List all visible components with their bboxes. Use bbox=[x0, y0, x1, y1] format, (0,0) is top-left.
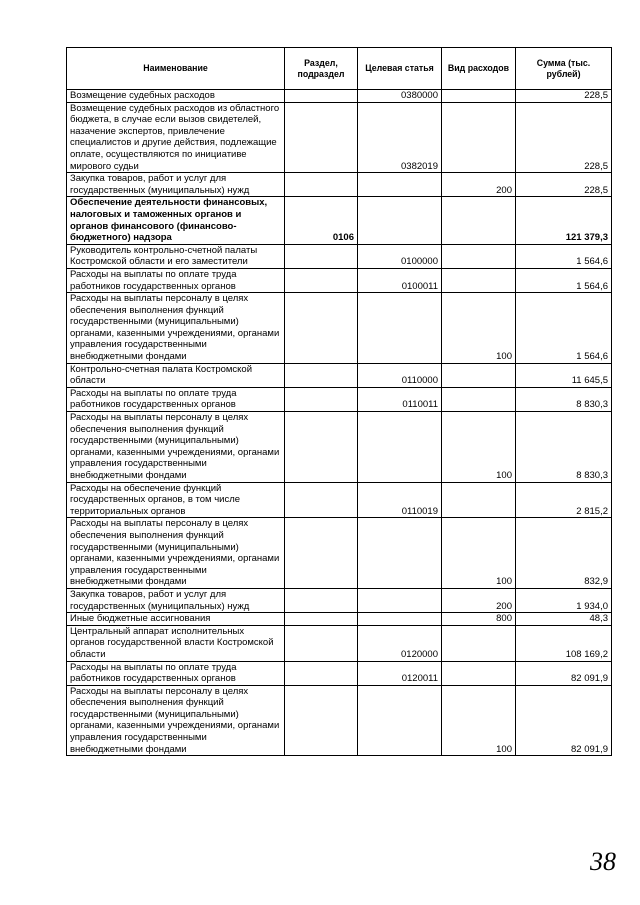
table-row bbox=[67, 244, 612, 268]
row-amount: 228,5 bbox=[516, 102, 612, 173]
row-amount: 108 169,2 bbox=[516, 625, 612, 661]
row-section bbox=[285, 482, 358, 518]
row-amount: 82 091,9 bbox=[516, 661, 612, 685]
header-row bbox=[67, 48, 612, 90]
row-expense-type: 100 bbox=[442, 518, 516, 589]
table-row bbox=[67, 90, 612, 103]
row-expense-type bbox=[442, 363, 516, 387]
table-row bbox=[67, 625, 612, 661]
budget-table bbox=[66, 47, 612, 756]
row-section bbox=[285, 613, 358, 626]
row-article bbox=[358, 173, 442, 197]
row-amount: 8 830,3 bbox=[516, 412, 612, 483]
row-expense-type bbox=[442, 625, 516, 661]
row-expense-type bbox=[442, 387, 516, 411]
row-section bbox=[285, 685, 358, 756]
row-amount: 1 564,6 bbox=[516, 244, 612, 268]
row-amount: 1 564,6 bbox=[516, 293, 612, 364]
row-expense-type: 100 bbox=[442, 412, 516, 483]
row-name: Расходы на выплаты персоналу в целях обеспечения выполнения функций государственными (муниципальными) органами, казенными учреждениями, органами управления государственными внебюджетными фондами bbox=[67, 412, 285, 483]
row-amount: 82 091,9 bbox=[516, 685, 612, 756]
row-name: Возмещение судебных расходов из областного бюджета, в случае если вызов свидетелей, назачение экспертов, привлечение специалистов и другие действия, подлежащие оплате, осуществляются по инициативе мирового судьи bbox=[67, 102, 285, 173]
row-expense-type: 800 bbox=[442, 613, 516, 626]
row-expense-type bbox=[442, 482, 516, 518]
table-row bbox=[67, 588, 612, 612]
table-row bbox=[67, 363, 612, 387]
row-expense-type bbox=[442, 102, 516, 173]
row-article bbox=[358, 588, 442, 612]
header-amount: Сумма (тыс. рублей) bbox=[516, 48, 612, 90]
row-section bbox=[285, 102, 358, 173]
header-article: Целевая статья bbox=[358, 48, 442, 90]
row-article: 0120011 bbox=[358, 661, 442, 685]
row-expense-type: 100 bbox=[442, 293, 516, 364]
row-expense-type bbox=[442, 244, 516, 268]
header-section: Раздел, подраздел bbox=[285, 48, 358, 90]
row-article: 0110000 bbox=[358, 363, 442, 387]
row-article: 0120000 bbox=[358, 625, 442, 661]
row-article bbox=[358, 197, 442, 244]
row-amount: 1 934,0 bbox=[516, 588, 612, 612]
row-section bbox=[285, 625, 358, 661]
table-row bbox=[67, 293, 612, 364]
table-row bbox=[67, 482, 612, 518]
row-section bbox=[285, 518, 358, 589]
table-row bbox=[67, 268, 612, 292]
row-name: Расходы на выплаты персоналу в целях обеспечения выполнения функций государственными (муниципальными) органами, казенными учреждениями, органами управления государственными внебюджетными фондами bbox=[67, 518, 285, 589]
row-name: Расходы на выплаты по оплате труда работников государственных органов bbox=[67, 387, 285, 411]
table-row bbox=[67, 197, 612, 244]
row-name: Закупка товаров, работ и услуг для государственных (муниципальных) нужд bbox=[67, 588, 285, 612]
row-section bbox=[285, 90, 358, 103]
row-expense-type: 100 bbox=[442, 685, 516, 756]
row-article: 0110019 bbox=[358, 482, 442, 518]
row-name: Расходы на выплаты персоналу в целях обеспечения выполнения функций государственными (муниципальными) органами, казенными учреждениями, органами управления государственными внебюджетными фондами bbox=[67, 293, 285, 364]
table-row bbox=[67, 387, 612, 411]
row-amount: 8 830,3 bbox=[516, 387, 612, 411]
row-section bbox=[285, 588, 358, 612]
row-amount: 121 379,3 bbox=[516, 197, 612, 244]
row-article bbox=[358, 613, 442, 626]
table-row bbox=[67, 613, 612, 626]
row-amount: 228,5 bbox=[516, 90, 612, 103]
row-article: 0100000 bbox=[358, 244, 442, 268]
row-article bbox=[358, 685, 442, 756]
row-article bbox=[358, 412, 442, 483]
row-name: Иные бюджетные ассигнования bbox=[67, 613, 285, 626]
row-section bbox=[285, 244, 358, 268]
header-name: Наименование bbox=[67, 48, 285, 90]
row-section bbox=[285, 173, 358, 197]
row-name: Расходы на выплаты по оплате труда работников государственных органов bbox=[67, 661, 285, 685]
table-row bbox=[67, 102, 612, 173]
row-name: Расходы на обеспечение функций государственных органов, в том числе территориальных органов bbox=[67, 482, 285, 518]
table-header bbox=[67, 48, 612, 90]
row-name: Расходы на выплаты по оплате труда работников государственных органов bbox=[67, 268, 285, 292]
row-name: Возмещение судебных расходов bbox=[67, 90, 285, 103]
row-expense-type: 200 bbox=[442, 173, 516, 197]
row-expense-type bbox=[442, 268, 516, 292]
table-row bbox=[67, 518, 612, 589]
row-section bbox=[285, 412, 358, 483]
row-expense-type: 200 bbox=[442, 588, 516, 612]
row-amount: 48,3 bbox=[516, 613, 612, 626]
row-article: 0110011 bbox=[358, 387, 442, 411]
row-expense-type bbox=[442, 90, 516, 103]
page-number: 38 bbox=[590, 847, 616, 876]
table-row bbox=[67, 173, 612, 197]
row-amount: 1 564,6 bbox=[516, 268, 612, 292]
row-name: Обеспечение деятельности финансовых, налоговых и таможенных органов и органов финансового (финансово-бюджетного) надзора bbox=[67, 197, 285, 244]
row-amount: 11 645,5 bbox=[516, 363, 612, 387]
row-name: Центральный аппарат исполнительных органов государственной власти Костромской области bbox=[67, 625, 285, 661]
row-amount: 228,5 bbox=[516, 173, 612, 197]
row-article bbox=[358, 518, 442, 589]
row-name: Закупка товаров, работ и услуг для государственных (муниципальных) нужд bbox=[67, 173, 285, 197]
row-article: 0100011 bbox=[358, 268, 442, 292]
table-row bbox=[67, 685, 612, 756]
row-amount: 2 815,2 bbox=[516, 482, 612, 518]
row-article: 0380000 bbox=[358, 90, 442, 103]
row-expense-type bbox=[442, 197, 516, 244]
row-article: 0382019 bbox=[358, 102, 442, 173]
row-name: Контрольно-счетная палата Костромской области bbox=[67, 363, 285, 387]
row-name: Расходы на выплаты персоналу в целях обеспечения выполнения функций государственными (муниципальными) органами, казенными учреждениями, органами управления государственными внебюджетными фондами bbox=[67, 685, 285, 756]
row-section bbox=[285, 661, 358, 685]
row-section bbox=[285, 268, 358, 292]
header-expense-type: Вид расходов bbox=[442, 48, 516, 90]
row-section bbox=[285, 387, 358, 411]
row-section bbox=[285, 363, 358, 387]
row-section: 0106 bbox=[285, 197, 358, 244]
row-article bbox=[358, 293, 442, 364]
row-name: Руководитель контрольно-счетной палаты Костромской области и его заместители bbox=[67, 244, 285, 268]
table-row bbox=[67, 412, 612, 483]
row-amount: 832,9 bbox=[516, 518, 612, 589]
row-section bbox=[285, 293, 358, 364]
table-body bbox=[67, 90, 612, 756]
table-row bbox=[67, 661, 612, 685]
row-expense-type bbox=[442, 661, 516, 685]
